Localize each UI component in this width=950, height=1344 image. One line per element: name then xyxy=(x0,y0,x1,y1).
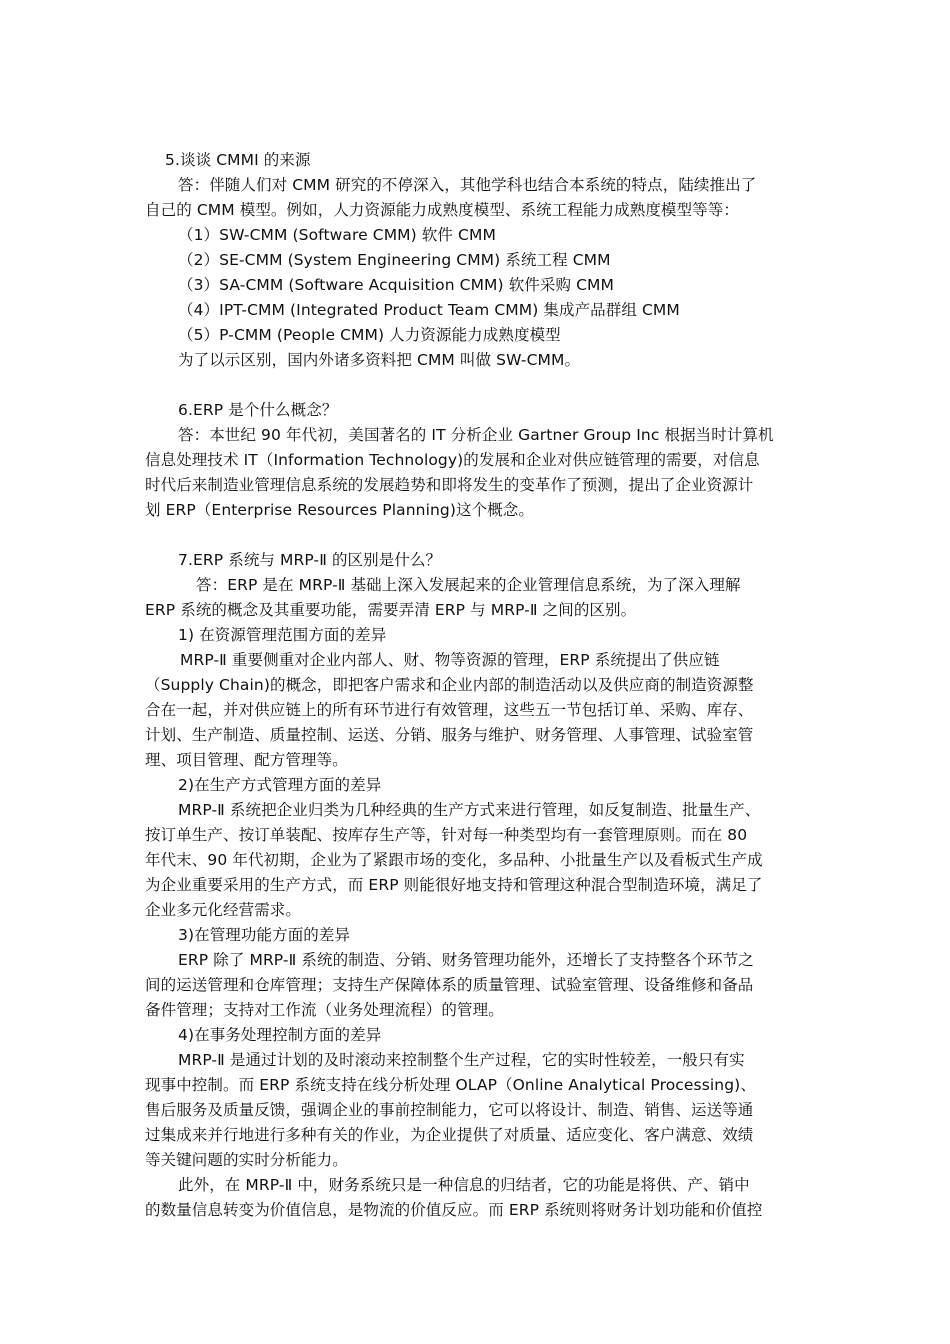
list-item: （5）P-CMM (People CMM) 人力资源能力成熟度模型 xyxy=(178,326,561,344)
subheading: 1) 在资源管理范围方面的差异 xyxy=(178,626,387,644)
paragraph-line: ERP 系统的概念及其重要功能，需要弄清 ERP 与 MRP-Ⅱ 之间的区别。 xyxy=(145,601,637,619)
paragraph-line: 合在一起，并对供应链上的所有环节进行有效管理，这些五一节包括订单、采购、库存、 xyxy=(145,701,754,719)
paragraph-line: MRP-Ⅱ 是通过计划的及时滚动来控制整个生产过程，它的实时性较差，一般只有实 xyxy=(178,1051,745,1069)
paragraph-line: （Supply Chain)的概念，即把客户需求和企业内部的制造活动以及供应商的制造资源整 xyxy=(145,676,754,694)
subheading: 2)在生产方式管理方面的差异 xyxy=(178,776,382,794)
paragraph-line: 为企业重要采用的生产方式，而 ERP 则能很好地支持和管理这种混合型制造环境，满足了 xyxy=(145,876,763,894)
paragraph-line: 答：本世纪 90 年代初，美国著名的 IT 分析企业 Gartner Group Inc 根据当时计算机 xyxy=(178,426,774,444)
section-heading-erp: 6.ERP 是个什么概念？ xyxy=(178,401,338,419)
paragraph-line: 备件管理；支持对工作流（业务处理流程）的管理。 xyxy=(145,1001,504,1019)
paragraph-line: 答：ERP 是在 MRP-Ⅱ 基础上深入发展起来的企业管理信息系统，为了深入理解 xyxy=(196,576,741,594)
paragraph-line: 为了以示区别，国内外诸多资料把 CMM 叫做 SW-CMM。 xyxy=(178,351,581,369)
paragraph-line: 等关键问题的实时分析能力。 xyxy=(145,1151,348,1169)
paragraph-line: 售后服务及质量反馈，强调企业的事前控制能力，它可以将设计、制造、销售、运送等通 xyxy=(145,1101,754,1119)
paragraph-line: 间的运送管理和仓库管理；支持生产保障体系的质量管理、试验室管理、设备维修和备品 xyxy=(145,976,754,994)
paragraph-line: 自己的 CMM 模型。例如，人力资源能力成熟度模型、系统工程能力成熟度模型等等： xyxy=(145,201,739,219)
list-item: （3）SA-CMM (Software Acquisition CMM) 软件采购 CMM xyxy=(178,276,615,294)
paragraph-line: 的数量信息转变为价值信息，是物流的价值反应。而 ERP 系统则将财务计划功能和价值控 xyxy=(145,1201,763,1219)
paragraph-line: MRP-Ⅱ 系统把企业归类为几种经典的生产方式来进行管理，如反复制造、批量生产、 xyxy=(178,801,761,819)
paragraph-line: 信息处理技术 IT（Information Technology)的发展和企业对供应链管理的需要，对信息 xyxy=(145,451,760,469)
paragraph-line: 企业多元化经营需求。 xyxy=(145,901,302,919)
paragraph-line: 此外，在 MRP-Ⅱ 中，财务系统只是一种信息的归结者，它的功能是将供、产、销中 xyxy=(178,1176,750,1194)
section-heading-cmmi: 5.谈谈 CMMI 的来源 xyxy=(165,151,311,169)
paragraph-line: 过集成来并行地进行多种有关的作业，为企业提供了对质量、适应变化、客户满意、效绩 xyxy=(145,1126,754,1144)
list-item: （2）SE-CMM (System Engineering CMM) 系统工程 CMM xyxy=(178,251,611,269)
paragraph-line: 答：伴随人们对 CMM 研究的不停深入，其他学科也结合本系统的特点，陆续推出了 xyxy=(178,176,757,194)
list-item: （4）IPT-CMM (Integrated Product Team CMM) 集成产品群组 CMM xyxy=(178,301,680,319)
paragraph-line: 现事中控制。而 ERP 系统支持在线分析处理 OLAP（Online Analytical Processing)、 xyxy=(145,1076,756,1094)
paragraph-line: MRP-Ⅱ 重要侧重对企业内部人、财、物等资源的管理，ERP 系统提出了供应链 xyxy=(180,651,720,669)
paragraph-line: ERP 除了 MRP-Ⅱ 系统的制造、分销、财务管理功能外，还增长了支持整各个环节之 xyxy=(178,951,754,969)
paragraph-line: 划 ERP（Enterprise Resources Planning)这个概念。 xyxy=(145,501,534,519)
paragraph-line: 计划、生产制造、质量控制、运送、分销、服务与维护、财务管理、人事管理、试验室管 xyxy=(145,726,754,744)
subheading: 4)在事务处理控制方面的差异 xyxy=(178,1026,382,1044)
paragraph-line: 年代末、90 年代初期，企业为了紧跟市场的变化，多品种、小批量生产以及看板式生产成 xyxy=(145,851,763,869)
paragraph-line: 时代后来制造业管理信息系统的发展趋势和即将发生的变革作了预测，提出了企业资源计 xyxy=(145,476,754,494)
subheading: 3)在管理功能方面的差异 xyxy=(178,926,351,944)
section-heading-erp-vs-mrp: 7.ERP 系统与 MRP-Ⅱ 的区别是什么？ xyxy=(178,551,442,569)
list-item: （1）SW-CMM (Software CMM) 软件 CMM xyxy=(178,226,496,244)
paragraph-line: 按订单生产、按订单装配、按库存生产等，针对每一种类型均有一套管理原则。而在 80 xyxy=(145,826,748,844)
paragraph-line: 理、项目管理、配方管理等。 xyxy=(145,751,348,769)
